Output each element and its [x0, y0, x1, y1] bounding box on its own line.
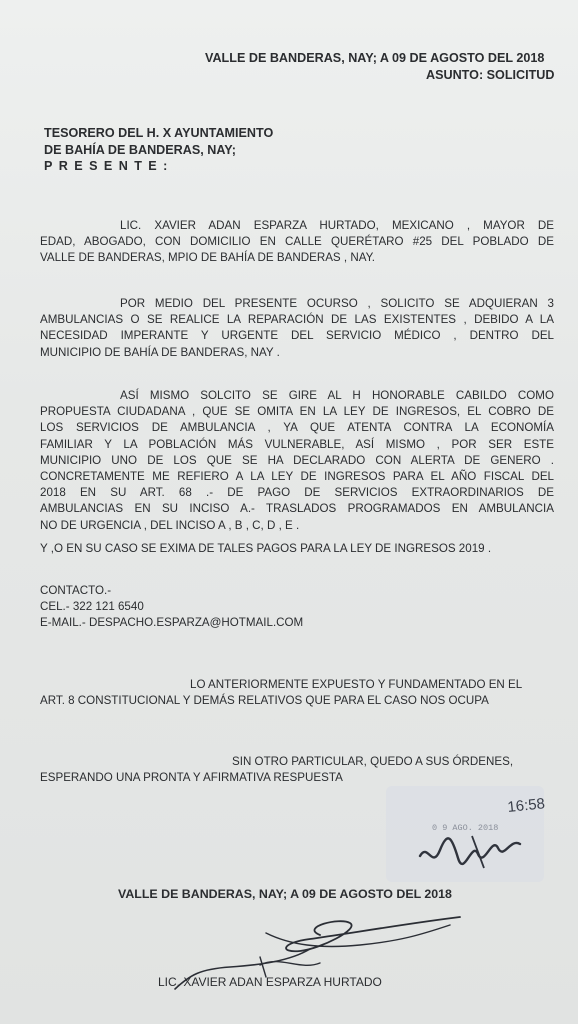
- signer-name: LIC. XAVIER ADAN ESPARZA HURTADO: [158, 975, 382, 989]
- paragraph-line: AMBULANCIAS EN SU INCISO A.- TRASLADOS PROGRAMADOS EN AMBULANCIA: [40, 502, 554, 516]
- paragraph-legal-basis-line-2: ART. 8 CONSTITUCIONAL Y DEMÁS RELATIVOS QUE PARA EL CASO NOS OCUPA: [40, 694, 489, 707]
- addressee-line-1: TESORERO DEL H. X AYUNTAMIENTO: [44, 126, 274, 140]
- paragraph-line: POR MEDIO DEL PRESENTE OCURSO , SOLICITO SE ADQUIERAN 3: [120, 297, 554, 310]
- paragraph-line: LIC. XAVIER ADAN ESPARZA HURTADO, MEXICANO , MAYOR DE: [120, 219, 554, 232]
- paragraph-line: MUNICIPIO UNO DE LOS QUE SE HA DECLARADO CON ALERTA DE GENERO .: [40, 453, 554, 467]
- paragraph-proposal: [40, 388, 554, 534]
- paragraph-line: NECESIDAD IMPERANTE Y URGENTE DEL SERVICIO MÉDICO , DENTRO DEL: [40, 329, 554, 343]
- stamp-date: 0 9 AGO. 2018: [432, 823, 499, 833]
- paragraph-line: LOS SERVICIOS DE AMBULANCIA , YA QUE ATENTA CONTRA LA ECONOMÍA: [40, 421, 554, 435]
- contact-phone: CEL.- 322 121 6540: [40, 600, 144, 613]
- addressee-presente: PRESENTE:: [44, 159, 174, 173]
- paragraph-line: 2018 EN SU ART. 68 .- DE PAGO DE SERVICIOS EXTRAORDINARIOS DE: [40, 486, 554, 500]
- paragraph-closing-line-1: SIN OTRO PARTICULAR, QUEDO A SUS ÓRDENES,: [232, 755, 514, 768]
- paragraph-line: MUNICIPIO DE BAHÍA DE BANDERAS, NAY .: [40, 345, 280, 359]
- addressee-line-2: DE BAHÍA DE BANDERAS, NAY;: [44, 143, 236, 157]
- header-place-date: VALLE DE BANDERAS, NAY; A 09 DE AGOSTO DEL 2018: [205, 51, 545, 65]
- stamp-time: 16:58: [506, 795, 546, 816]
- contact-email: E-MAIL.- DESPACHO.ESPARZA@HOTMAIL.COM: [40, 616, 304, 629]
- paragraph-identification: [40, 218, 554, 267]
- paragraph-line: FAMILIAR Y LA POBLACIÓN MÁS VULNERABLE, ASÍ MISMO , POR SER ESTE: [40, 437, 554, 451]
- reception-stamp: [380, 778, 550, 888]
- contact-title: CONTACTO.-: [40, 584, 112, 597]
- paragraph-line: ASÍ MISMO SOLCITO SE GIRE AL H HONORABLE CABILDO COMO: [120, 389, 554, 402]
- paragraph-line: CONCRETAMENTE ME REFIERO A LA LEY DE INGRESOS PARA EL AÑO FISCAL DEL: [40, 470, 554, 484]
- paragraph-closing-line-2: ESPERANDO UNA PRONTA Y AFIRMATIVA RESPUESTA: [40, 771, 343, 784]
- paragraph-request: [40, 296, 554, 361]
- paragraph-line: AMBULANCIAS O SE REALICE LA REPARACIÓN DE LAS EXISTENTES , DEBIDO A LA: [40, 313, 554, 327]
- header-subject: ASUNTO: SOLICITUD: [426, 68, 555, 82]
- paragraph-line: VALLE DE BANDERAS, MPIO DE BAHÍA DE BANDERAS , NAY.: [40, 251, 376, 265]
- paragraph-legal-basis-line-1: LO ANTERIORMENTE EXPUESTO Y FUNDAMENTADO EN EL: [190, 678, 523, 691]
- closing-place-date: VALLE DE BANDERAS, NAY; A 09 DE AGOSTO DEL 2018: [118, 887, 452, 901]
- paragraph-line: NO DE URGENCIA , DEL INCISO A , B , C, D , E .: [40, 518, 300, 532]
- paragraph-exemption: Y ,O EN SU CASO SE EXIMA DE TALES PAGOS PARA LA LEY DE INGRESOS 2019 .: [40, 542, 492, 555]
- paragraph-line: PROPUESTA CIUDADANA , QUE SE OMITA EN LA LEY DE INGRESOS, EL COBRO DE: [40, 405, 554, 419]
- paragraph-line: EDAD, ABOGADO, CON DOMICILIO EN CALLE QUERÉTARO #25 DEL POBLADO DE: [40, 235, 554, 249]
